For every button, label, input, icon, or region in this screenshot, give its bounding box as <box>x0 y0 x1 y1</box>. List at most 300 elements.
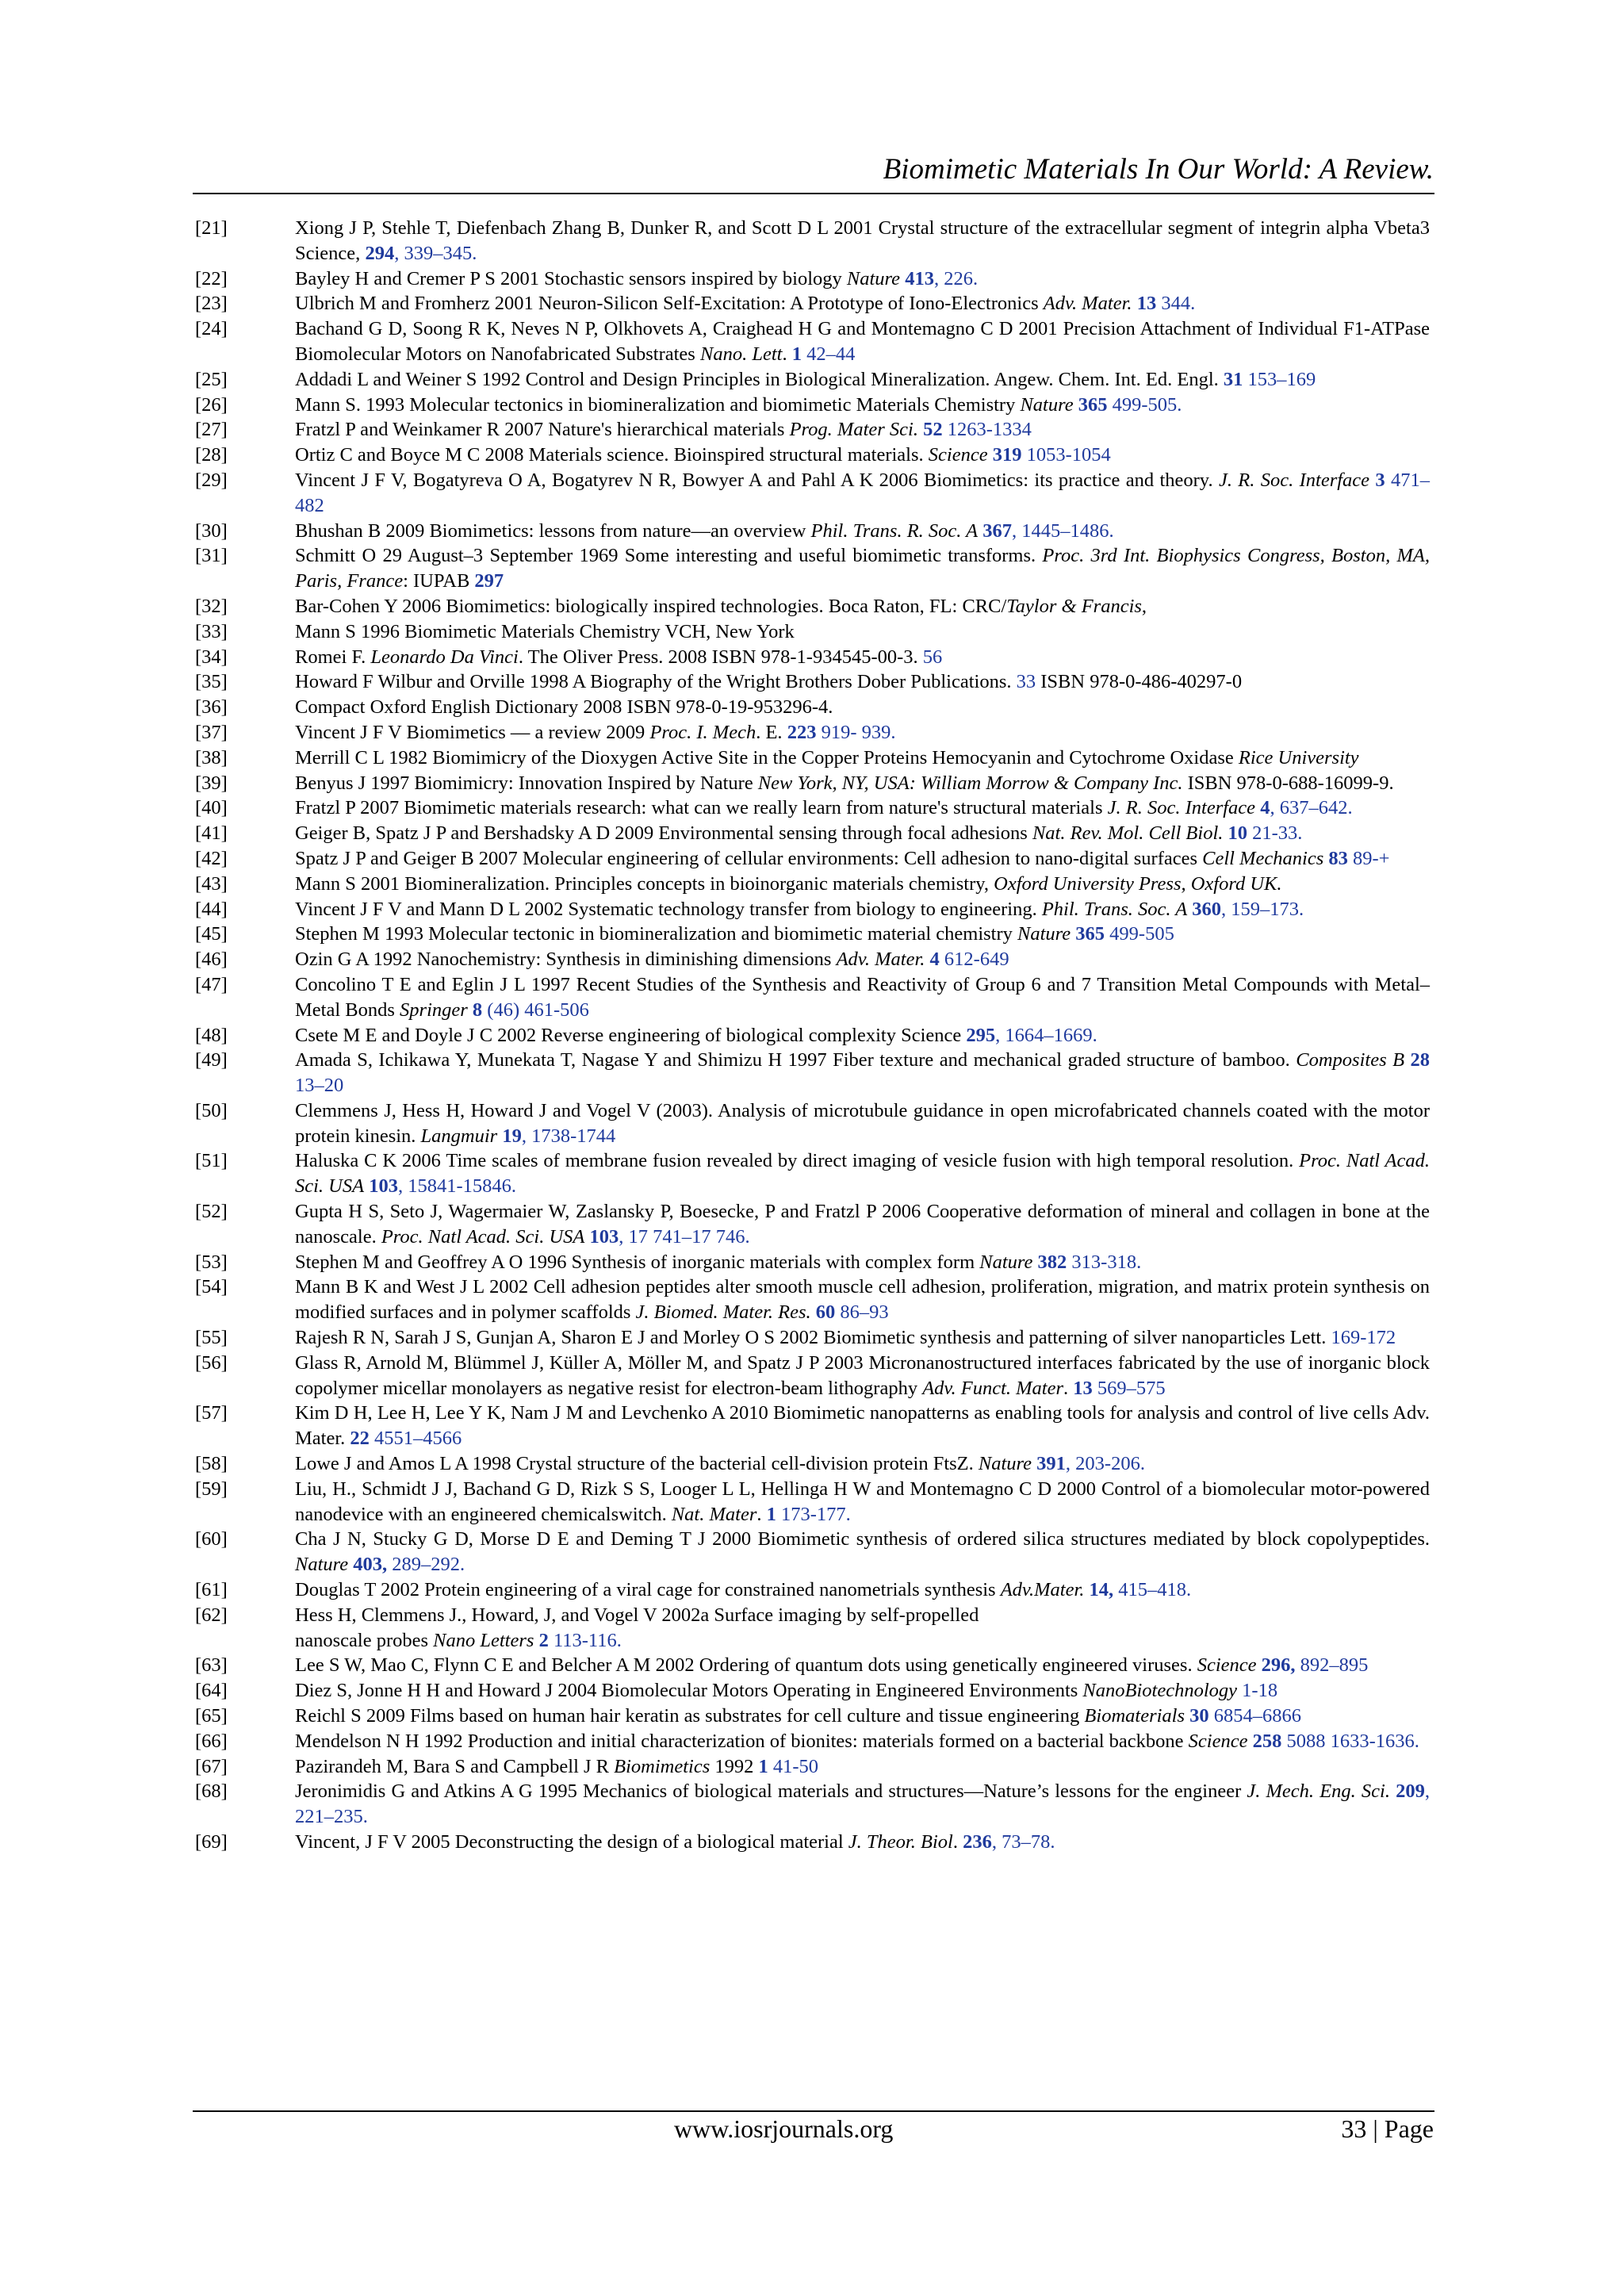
reference-text <box>295 1653 1430 1678</box>
reference-item <box>195 1729 1430 1754</box>
reference-volume: 83 <box>1328 847 1348 869</box>
reference-pages: 89-+ <box>1347 847 1390 869</box>
reference-volume: 13 <box>1136 293 1157 315</box>
reference-number: [42] <box>195 847 228 869</box>
footer-journal-url[interactable]: www.iosrjournals.org <box>674 2114 894 2143</box>
reference-segment: Vincent, J F V 2005 Deconstructing the design of a biological material <box>295 1831 848 1853</box>
reference-pages: , 221–235. <box>295 1780 1430 1828</box>
reference-volume: 10 <box>1228 822 1248 845</box>
reference-journal: Proc. 3rd Int. Biophysics Congress, Boston, MA, Paris, France <box>295 545 1430 592</box>
reference-text <box>295 746 1430 771</box>
reference-item <box>195 720 1430 746</box>
reference-segment: Jeronimidis G and Atkins A G 1995 Mechanics of biological materials and structures—Nature’s lessons for the engineer <box>295 1780 1247 1803</box>
reference-number: [67] <box>195 1755 228 1777</box>
reference-item <box>195 1023 1430 1048</box>
reference-item <box>195 367 1430 393</box>
reference-number: [69] <box>195 1831 228 1853</box>
reference-number: [36] <box>195 696 228 719</box>
reference-volume: 2 <box>538 1629 549 1651</box>
reference-volume: 1 <box>758 1755 768 1777</box>
reference-text <box>295 922 1430 947</box>
reference-text <box>295 1098 1430 1149</box>
reference-segment: Bayley H and Cremer P S 2001 Stochastic sensors inspired by biology <box>295 267 847 289</box>
reference-text <box>295 1148 1430 1199</box>
reference-segment: Csete M E and Doyle J C 2002 Reverse engineering of biological complexity Science <box>295 1024 967 1046</box>
reference-text <box>295 1577 1430 1603</box>
reference-segment: Mann S 1996 Biomimetic Materials Chemistry VCH, New York <box>295 620 795 642</box>
reference-item <box>195 695 1430 720</box>
reference-segment: Xiong J P, Stehle T, Diefenbach Zhang B, Dunker R, and Scott D L 2001 Crystal structure of the extracellular segment of integrin alpha Vbeta3 Science, <box>295 217 1430 264</box>
reference-journal: Oxford University Press, Oxford UK. <box>994 872 1282 895</box>
reference-text <box>295 972 1430 1023</box>
reference-pages: 169-172 <box>1331 1327 1396 1349</box>
reference-journal: Adv. Mater. <box>836 949 925 971</box>
reference-journal: Science <box>1197 1654 1257 1677</box>
reference-segment: Clemmens J, Hess H, Howard J and Vogel V (2003). Analysis of microtubule guidance in open microfabricated channels coated with the motor protein kinesin. <box>295 1099 1430 1147</box>
reference-item <box>195 771 1430 796</box>
reference-segment: Bachand G D, Soong R K, Neves N P, Olkhovets A, Craighead H G and Montemagno C D 2001 Precision Attachment of Individual F1-ATPase Biomolecular Motors on Nanofabricated Substrates <box>295 318 1430 365</box>
reference-item <box>195 594 1430 619</box>
reference-text <box>295 1754 1430 1780</box>
reference-volume: 28 <box>1410 1049 1431 1071</box>
reference-number: [28] <box>195 444 228 466</box>
reference-text <box>295 1451 1430 1477</box>
reference-text <box>295 669 1430 695</box>
reference-number: [45] <box>195 923 228 945</box>
reference-journal: Nat. Mater <box>671 1503 757 1525</box>
reference-number: [46] <box>195 949 228 971</box>
reference-pages: , 203-206. <box>1065 1453 1145 1475</box>
reference-item <box>195 1830 1430 1855</box>
reference-journal: Adv. Funct. Mater <box>922 1377 1063 1399</box>
reference-number: [68] <box>195 1780 228 1803</box>
reference-volume: 296, <box>1261 1654 1296 1677</box>
reference-journal: Proc. Natl Acad. Sci. USA <box>381 1225 585 1248</box>
reference-text <box>295 1274 1430 1325</box>
reference-pages: , 1738-1744 <box>521 1125 616 1147</box>
header-rule <box>193 193 1434 194</box>
reference-pages: , 637–642. <box>1270 797 1353 819</box>
reference-volume: 382 <box>1037 1251 1067 1273</box>
reference-pages: 612-649 <box>939 949 1009 971</box>
reference-text <box>295 1351 1430 1401</box>
reference-segment: Vincent J F V Biomimetics — a review 2009 <box>295 721 650 743</box>
reference-item <box>195 846 1430 872</box>
reference-pages: 173-177. <box>776 1503 851 1525</box>
reference-pages: 289–292. <box>387 1554 465 1576</box>
reference-item <box>195 393 1430 418</box>
reference-item <box>195 266 1430 292</box>
reference-item <box>195 291 1430 316</box>
reference-item <box>195 316 1430 367</box>
reference-journal: Langmuir <box>420 1125 498 1147</box>
reference-item <box>195 1325 1430 1351</box>
reference-number: [65] <box>195 1705 228 1727</box>
reference-volume: 1 <box>791 343 802 365</box>
reference-item <box>195 645 1430 670</box>
reference-journal: Composites B <box>1296 1049 1405 1071</box>
reference-number: [57] <box>195 1402 228 1424</box>
reference-item <box>195 1577 1430 1603</box>
reference-text <box>295 367 1430 393</box>
reference-volume: 13 <box>1073 1377 1093 1399</box>
reference-pages: 499-505. <box>1107 393 1182 416</box>
reference-pages: 153–169 <box>1243 368 1316 390</box>
reference-pages: , 339–345. <box>394 242 477 264</box>
reference-volume: 258 <box>1252 1730 1282 1752</box>
reference-item <box>195 1779 1430 1830</box>
reference-item <box>195 897 1430 922</box>
reference-item <box>195 543 1430 594</box>
reference-item <box>195 821 1430 846</box>
reference-segment: Mendelson N H 1992 Production and initial characterization of bionites: materials formed on a bacterial backbone <box>295 1730 1189 1752</box>
reference-volume: 367 <box>982 519 1012 542</box>
reference-number: [43] <box>195 872 228 895</box>
reference-volume: 4 <box>1260 797 1270 819</box>
reference-item <box>195 443 1430 468</box>
reference-item <box>195 947 1430 972</box>
reference-pages: 86–93 <box>835 1301 889 1324</box>
reference-segment: , <box>1141 595 1147 617</box>
reference-pages: 892–895 <box>1295 1654 1369 1677</box>
reference-text <box>295 1048 1430 1098</box>
reference-volume: 103 <box>369 1175 398 1198</box>
reference-segment: Stephen M 1993 Molecular tectonic in biomineralization and biomimetic material chemistry <box>295 923 1018 945</box>
reference-volume: 3 <box>1375 469 1385 491</box>
reference-text <box>295 897 1430 922</box>
reference-item <box>195 1603 1430 1654</box>
reference-segment: Mann S 2001 Biomineralization. Principles concepts in bioinorganic materials chemistry, <box>295 872 994 895</box>
reference-pages: 113-116. <box>548 1629 622 1651</box>
reference-journal: Proc. Natl Acad. Sci. USA <box>295 1150 1430 1198</box>
reference-text <box>295 795 1430 821</box>
reference-number: [21] <box>195 217 228 239</box>
reference-text <box>295 1779 1430 1830</box>
reference-text <box>295 1603 1430 1654</box>
reference-pages: 1-18 <box>1242 1680 1278 1702</box>
reference-volume: 236 <box>963 1831 992 1853</box>
reference-number: [56] <box>195 1351 228 1374</box>
reference-item <box>195 417 1430 443</box>
reference-segment: Geiger B, Spatz J P and Bershadsky A D 2009 Environmental sensing through focal adhesions <box>295 822 1032 845</box>
reference-volume: 14, <box>1089 1579 1114 1601</box>
reference-segment: Fratzl P 2007 Biomimetic materials research: what can we really learn from nature's structural materials <box>295 797 1108 819</box>
reference-segment: . <box>1063 1377 1074 1399</box>
reference-text <box>295 468 1430 519</box>
reference-journal: Nature <box>978 1453 1032 1475</box>
footer-rule <box>193 2110 1434 2112</box>
reference-number: [52] <box>195 1201 228 1223</box>
reference-item <box>195 1351 1430 1401</box>
reference-pages: 569–575 <box>1092 1377 1166 1399</box>
reference-number: [26] <box>195 393 228 416</box>
reference-segment: Mann B K and West J L 2002 Cell adhesion peptides alter smooth muscle cell adhesion, proliferation, migration, and matrix protein synthesis on modified surfaces and in polymer scaffolds <box>295 1276 1430 1324</box>
reference-pages: 499-505 <box>1105 923 1174 945</box>
reference-segment: Howard F Wilbur and Orville 1998 A Biography of the Wright Brothers Dober Publications. <box>295 671 1017 693</box>
reference-segment: Pazirandeh M, Bara S and Campbell J R <box>295 1755 615 1777</box>
reference-item <box>195 1704 1430 1729</box>
reference-volume: 403, <box>353 1554 388 1576</box>
reference-text <box>295 443 1430 468</box>
reference-segment: Compact Oxford English Dictionary 2008 ISBN 978-0-19-953296-4. <box>295 696 833 719</box>
reference-text <box>295 393 1430 418</box>
reference-pages: 919- 939. <box>816 721 896 743</box>
reference-segment: Douglas T 2002 Protein engineering of a viral cage for constrained nanometrials synthesis <box>295 1579 1001 1601</box>
reference-journal: Adv.Mater. <box>1000 1579 1085 1601</box>
reference-segment: Cha J N, Stucky G D, Morse D E and Deming T J 2000 Biomimetic synthesis of ordered silica structures mediated by block copolypeptides. <box>295 1528 1430 1550</box>
reference-number: [61] <box>195 1579 228 1601</box>
reference-item <box>195 216 1430 266</box>
reference-segment: Reichl S 2009 Films based on human hair keratin as substrates for cell culture and tissue engineering <box>295 1705 1085 1727</box>
reference-segment: Vincent J F V and Mann D L 2002 Systematic technology transfer from biology to engineering. <box>295 898 1042 920</box>
reference-segment: . <box>756 1503 767 1525</box>
reference-segment: Schmitt O 29 August–3 September 1969 Some interesting and useful biomimetic transforms. <box>295 545 1043 567</box>
reference-volume: 294 <box>365 242 395 264</box>
reference-number: [58] <box>195 1453 228 1475</box>
reference-journal: Nat. Rev. Mol. Cell Biol. <box>1032 822 1224 845</box>
reference-journal: J. Mech. Eng. Sci. <box>1247 1780 1390 1803</box>
reference-segment: Ortiz C and Boyce M C 2008 Materials science. Bioinspired structural materials. <box>295 444 929 466</box>
reference-number: [29] <box>195 469 228 491</box>
reference-volume: 297 <box>474 570 504 592</box>
reference-segment: Concolino T E and Eglin J L 1997 Recent Studies of the Synthesis and Reactivity of Group 6 and 7 Transition Metal Compounds with Metal–Metal Bonds <box>295 973 1430 1021</box>
reference-segment <box>1404 1049 1410 1071</box>
reference-text <box>295 316 1430 367</box>
reference-segment: Haluska C K 2006 Time scales of membrane fusion revealed by direct imaging of vesicle fusion with high temporal resolution. <box>295 1150 1300 1172</box>
reference-pages: 1053-1054 <box>1021 444 1111 466</box>
reference-item <box>195 795 1430 821</box>
reference-segment: . <box>952 1831 963 1853</box>
reference-text <box>295 771 1430 796</box>
reference-item <box>195 922 1430 947</box>
reference-journal: Phil. Trans. R. Soc. A <box>810 519 979 542</box>
reference-journal: J. Biomed. Mater. Res. <box>635 1301 811 1324</box>
reference-item <box>195 1274 1430 1325</box>
reference-journal: Biomaterials <box>1084 1705 1185 1727</box>
reference-segment: . E. <box>756 721 787 743</box>
reference-journal: Prog. Mater Sci. <box>789 419 918 441</box>
reference-journal: Nature <box>846 267 901 289</box>
reference-number: [40] <box>195 797 228 819</box>
reference-item <box>195 468 1430 519</box>
reference-number: [59] <box>195 1478 228 1500</box>
reference-item <box>195 1401 1430 1451</box>
reference-segment: Lowe J and Amos L A 1998 Crystal structure of the bacterial cell-division protein FtsZ. <box>295 1453 979 1475</box>
reference-item <box>195 619 1430 645</box>
reference-segment: 1992 <box>710 1755 759 1777</box>
reference-number: [22] <box>195 267 228 289</box>
reference-volume: 103 <box>589 1225 619 1248</box>
reference-segment: Romei F. <box>295 646 371 668</box>
reference-number: [37] <box>195 721 228 743</box>
reference-text <box>295 1325 1430 1351</box>
reference-journal: Taylor & Francis <box>1006 595 1142 617</box>
reference-segment: Hess H, Clemmens J., Howard, J, and Vogel V 2002a Surface imaging by self-propelled nanoscale probes <box>295 1604 979 1651</box>
reference-segment: ISBN 978-0-486-40297-0 <box>1036 671 1243 693</box>
reference-item <box>195 1451 1430 1477</box>
reference-item <box>195 972 1430 1023</box>
reference-volume: 8 <box>472 999 483 1021</box>
reference-item <box>195 669 1430 695</box>
reference-journal: NanoBiotechnology <box>1082 1680 1238 1702</box>
reference-text <box>295 1477 1430 1527</box>
reference-pages: , 159–173. <box>1221 898 1304 920</box>
reference-pages: 4551–4566 <box>369 1428 462 1450</box>
reference-pages: 5088 1633-1636. <box>1281 1730 1419 1752</box>
reference-journal: Phil. Trans. Soc. A <box>1041 898 1188 920</box>
reference-journal: Biomimetics <box>614 1755 710 1777</box>
reference-pages: 344. <box>1156 293 1196 315</box>
reference-number: [63] <box>195 1654 228 1677</box>
reference-segment: Amada S, Ichikawa Y, Munekata T, Nagase Y and Shimizu H 1997 Fiber texture and mechanical graded structure of bamboo. <box>295 1049 1297 1071</box>
reference-segment: Vincent J F V, Bogatyreva O A, Bogatyrev N R, Bowyer A and Pahl A K 2006 Biomimetics: its practice and theory. <box>295 469 1219 491</box>
reference-number: [51] <box>195 1150 228 1172</box>
reference-pages: 415–418. <box>1113 1579 1192 1601</box>
reference-journal: Nature <box>1017 923 1071 945</box>
reference-item <box>195 1098 1430 1149</box>
reference-journal: Nano Letters <box>433 1629 534 1651</box>
reference-pages: 1263-1334 <box>942 419 1032 441</box>
reference-pages: , 226. <box>933 267 979 289</box>
reference-volume: 31 <box>1223 368 1243 390</box>
reference-text <box>295 1830 1430 1855</box>
reference-number: [24] <box>195 318 228 340</box>
reference-pages: (46) 461-506 <box>482 999 589 1021</box>
reference-volume: 52 <box>923 419 943 441</box>
reference-volume: 223 <box>787 721 817 743</box>
reference-pages: 13–20 <box>295 1075 344 1097</box>
reference-segment: Benyus J 1997 Biomimicry: Innovation Inspired by Nature <box>295 772 758 794</box>
reference-segment: Rajesh R N, Sarah J S, Gunjan A, Sharon E J and Morley O S 2002 Biomimetic synthesis and patterning of silver nanoparticles Lett. <box>295 1327 1331 1349</box>
reference-pages: , 1445–1486. <box>1011 519 1114 542</box>
reference-journal: Nature <box>295 1554 349 1576</box>
reference-text <box>295 291 1430 316</box>
reference-number: [50] <box>195 1099 228 1121</box>
reference-text <box>295 1250 1430 1275</box>
reference-segment: Fratzl P and Weinkamer R 2007 Nature's hierarchical materials <box>295 419 790 441</box>
reference-text <box>295 821 1430 846</box>
reference-item <box>195 746 1430 771</box>
reference-journal: Leonardo Da Vinci <box>370 646 519 668</box>
running-header-title: Biomimetic Materials In Our World: A Review. <box>883 153 1434 186</box>
reference-journal: J. R. Soc. Interface <box>1218 469 1370 491</box>
reference-list <box>195 216 1430 1855</box>
reference-segment: Bhushan B 2009 Biomimetics: lessons from nature—an overview <box>295 519 811 542</box>
reference-number: [41] <box>195 822 228 845</box>
reference-text <box>295 1527 1430 1577</box>
reference-text <box>295 543 1430 594</box>
reference-journal: Cell Mechanics <box>1202 847 1324 869</box>
reference-journal: Rice University <box>1238 746 1359 769</box>
reference-volume: 22 <box>350 1428 370 1450</box>
reference-item <box>195 1754 1430 1780</box>
reference-number: [33] <box>195 620 228 642</box>
reference-pages: 42–44 <box>801 343 856 365</box>
footer-page-number: 33 | Page <box>1341 2114 1434 2143</box>
reference-pages: 6854–6866 <box>1208 1705 1302 1727</box>
reference-volume: 60 <box>815 1301 836 1324</box>
reference-segment: Spatz J P and Geiger B 2007 Molecular engineering of cellular environments: Cell adhesion to nano-digital surfaces <box>295 847 1203 869</box>
reference-number: [66] <box>195 1730 228 1752</box>
reference-segment: Ulbrich M and Fromherz 2001 Neuron-Silicon Self-Excitation: A Prototype of Iono-Electronics <box>295 293 1044 315</box>
reference-item <box>195 1148 1430 1199</box>
reference-number: [23] <box>195 293 228 315</box>
reference-volume: 30 <box>1189 1705 1209 1727</box>
reference-item <box>195 1653 1430 1678</box>
reference-number: [53] <box>195 1251 228 1273</box>
reference-journal: J. Theor. Biol <box>848 1831 953 1853</box>
reference-number: [34] <box>195 646 228 668</box>
reference-pages: 21-33. <box>1247 822 1303 845</box>
reference-text <box>295 266 1430 292</box>
reference-text <box>295 1729 1430 1754</box>
reference-pages: 41-50 <box>768 1755 819 1777</box>
reference-segment: . The Oliver Press. 2008 ISBN 978-1-934545-00-3. <box>518 646 923 668</box>
reference-volume: 4 <box>929 949 940 971</box>
reference-journal: Science <box>1188 1730 1248 1752</box>
reference-pages: 56 <box>922 646 943 668</box>
reference-text <box>295 947 1430 972</box>
reference-item <box>195 872 1430 897</box>
reference-number: [31] <box>195 545 228 567</box>
reference-text <box>295 645 1430 670</box>
reference-text <box>295 1704 1430 1729</box>
reference-text <box>295 1401 1430 1451</box>
reference-text <box>295 1199 1430 1250</box>
reference-text <box>295 1023 1430 1048</box>
reference-journal: Adv. Mater. <box>1043 293 1132 315</box>
reference-number: [39] <box>195 772 228 794</box>
reference-item <box>195 1678 1430 1704</box>
reference-volume: 413 <box>905 267 934 289</box>
reference-journal: Proc. I. Mech <box>649 721 756 743</box>
reference-item <box>195 1199 1430 1250</box>
reference-pages: , 73–78. <box>991 1831 1055 1853</box>
reference-segment: ISBN 978-0-688-16099-9. <box>1182 772 1394 794</box>
reference-journal: J. R. Soc. Interface <box>1107 797 1256 819</box>
reference-segment: Stephen M and Geoffrey A O 1996 Synthesis of inorganic materials with complex form <box>295 1251 980 1273</box>
reference-number: [47] <box>195 973 228 995</box>
reference-number: [44] <box>195 898 228 920</box>
reference-text <box>295 216 1430 266</box>
reference-segment: Lee S W, Mao C, Flynn C E and Belcher A M 2002 Ordering of quantum dots using genetically engineered viruses. <box>295 1654 1197 1677</box>
reference-volume: 1 <box>766 1503 776 1525</box>
reference-segment: Diez S, Jonne H H and Howard J 2004 Biomolecular Motors Operating in Engineered Environments <box>295 1680 1083 1702</box>
reference-item <box>195 1527 1430 1577</box>
reference-segment: Liu, H., Schmidt J J, Bachand G D, Rizk S S, Looger L L, Hellinga H W and Montemagno C D 2000 Control of a biomolecular motor-powered nanodevice with an engineered chemicalswitch. <box>295 1478 1430 1525</box>
reference-segment: Merrill C L 1982 Biomimicry of the Dioxygen Active Site in the Copper Proteins Hemocyanin and Cytochrome Oxidase <box>295 746 1239 769</box>
reference-text <box>295 720 1430 746</box>
reference-text <box>295 695 1430 720</box>
reference-pages: 471–482 <box>295 469 1431 516</box>
reference-journal: New York, NY, USA: William Morrow & Company Inc. <box>757 772 1183 794</box>
reference-volume: 209 <box>1396 1780 1425 1803</box>
reference-segment: Bar-Cohen Y 2006 Biomimetics: biologically inspired technologies. Boca Raton, FL: CRC/ <box>295 595 1007 617</box>
reference-journal: Science <box>928 444 988 466</box>
reference-text <box>295 417 1430 443</box>
reference-number: [62] <box>195 1604 228 1626</box>
reference-item <box>195 1048 1430 1098</box>
reference-volume: 319 <box>992 444 1022 466</box>
reference-journal: Springer <box>400 999 468 1021</box>
reference-number: [30] <box>195 519 228 542</box>
reference-segment: : IUPAB <box>403 570 475 592</box>
reference-number: [55] <box>195 1327 228 1349</box>
reference-number: [35] <box>195 671 228 693</box>
reference-item <box>195 1250 1430 1275</box>
reference-segment: Glass R, Arnold M, Blümmel J, Küller A, Möller M, and Spatz J P 2003 Micronanostructured interfaces fabricated by the use of inorganic block copolymer micellar monolayers as negative resist for electron-beam lithography <box>295 1351 1430 1399</box>
reference-volume: 360 <box>1192 898 1222 920</box>
